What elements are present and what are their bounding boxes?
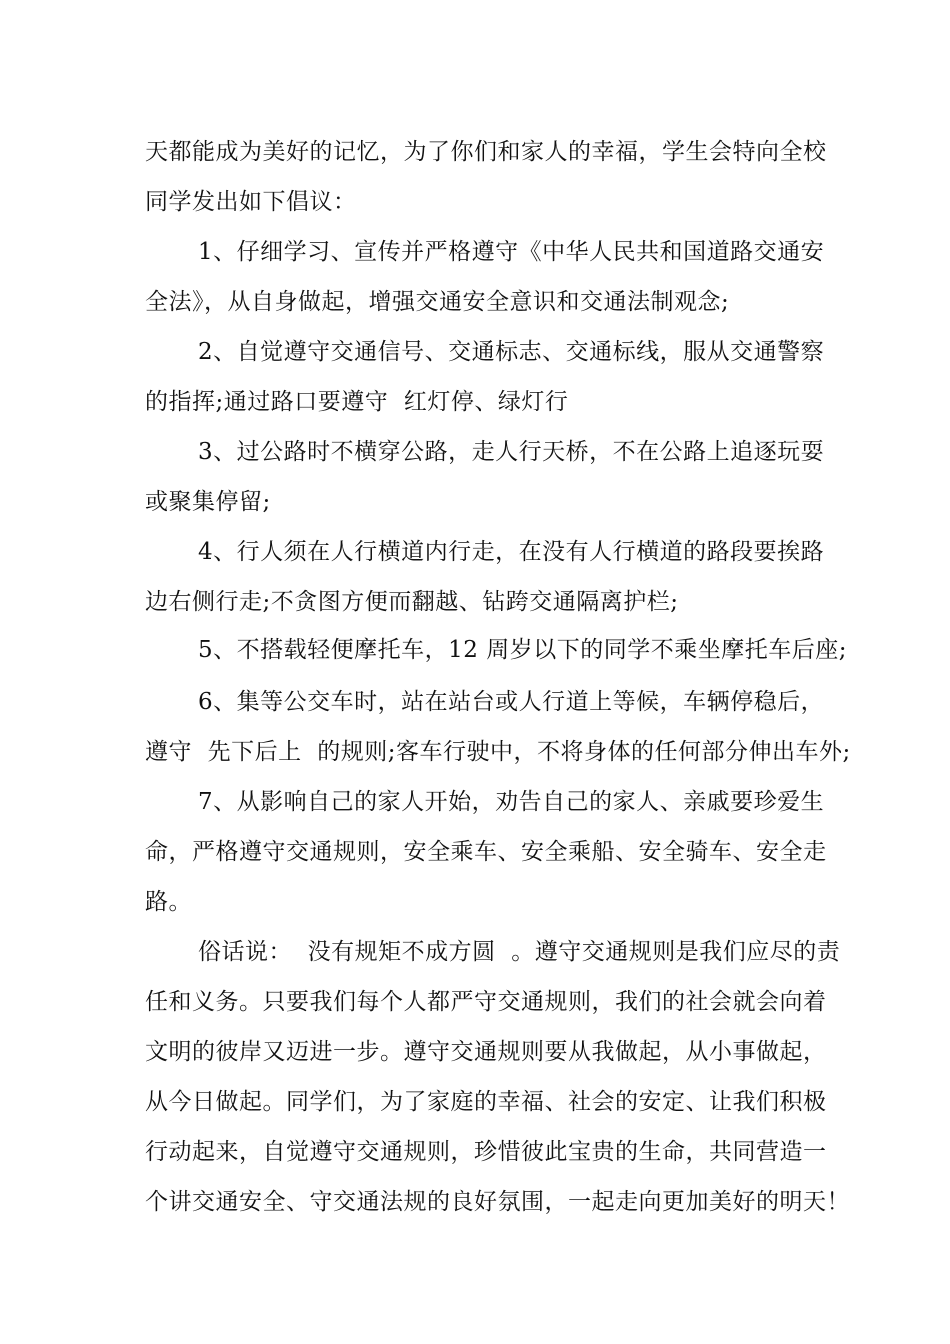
list-item-7-start <box>0 787 950 817</box>
text-line-content: 文明的彼岸又迈进一步。遵守交通规则要从我做起，从小事做起， <box>145 1039 827 1065</box>
list-item-3-start <box>0 437 950 467</box>
text-line <box>0 837 950 867</box>
text-line <box>0 887 950 917</box>
text-line-content: 同学发出如下倡议： <box>145 189 357 215</box>
text-line-content: 个讲交通安全、守交通法规的良好氛围，一起走向更加美好的明天！ <box>145 1189 850 1215</box>
text-line-content: 的指挥;通过路口要遵守 红灯停、绿灯行 <box>145 389 569 415</box>
text-line <box>0 987 950 1017</box>
text-line-content: 俗话说： 没有规矩不成方圆 。遵守交通规则是我们应尽的责 <box>198 939 841 965</box>
text-line <box>0 1137 950 1167</box>
text-line-content: 6、集等公交车时，站在站台或人行道上等候，车辆停稳后， <box>198 689 825 715</box>
text-line <box>0 1087 950 1117</box>
list-item-5-start <box>0 635 950 665</box>
text-line-content: 2、自觉遵守交通信号、交通标志、交通标线，服从交通警察 <box>198 339 825 365</box>
list-item-1-start <box>0 237 950 267</box>
paragraph-start <box>0 937 950 967</box>
text-line <box>0 187 950 217</box>
text-line-content: 任和义务。只要我们每个人都严守交通规则，我们的社会就会向着 <box>145 989 827 1015</box>
text-line-content: 4、行人须在人行横道内行走，在没有人行横道的路段要挨路 <box>198 539 825 565</box>
text-line-content: 3、过公路时不横穿公路，走人行天桥，不在公路上追逐玩耍 <box>198 439 825 465</box>
text-line-content: 或聚集停留; <box>145 489 271 515</box>
text-line <box>0 737 950 767</box>
list-item-4-start <box>0 537 950 567</box>
text-line-content: 命，严格遵守交通规则，安全乘车、安全乘船、安全骑车、安全走 <box>145 839 827 865</box>
text-line-content: 7、从影响自己的家人开始，劝告自己的家人、亲戚要珍爱生 <box>198 789 825 815</box>
text-line <box>0 487 950 517</box>
text-line <box>0 1037 950 1067</box>
text-line-content: 从今日做起。同学们，为了家庭的幸福、社会的安定、让我们积极 <box>145 1089 827 1115</box>
text-line <box>0 1187 950 1217</box>
list-item-6-start <box>0 687 950 717</box>
text-line-content: 天都能成为美好的记忆，为了你们和家人的幸福，学生会特向全校 <box>145 139 827 165</box>
list-item-2-start <box>0 337 950 367</box>
text-line-content: 边右侧行走;不贪图方便而翻越、钻跨交通隔离护栏; <box>145 589 679 615</box>
text-line-content: 遵守 先下后上 的规则;客车行驶中，不将身体的任何部分伸出车外; <box>145 739 851 765</box>
text-line-content: 行动起来，自觉遵守交通规则，珍惜彼此宝贵的生命，共同营造一 <box>145 1139 827 1165</box>
text-line-content: 1、仔细学习、宣传并严格遵守《中华人民共和国道路交通安 <box>198 239 825 265</box>
text-line <box>0 587 950 617</box>
text-line-content: 全法》，从自身做起，增强交通安全意识和交通法制观念; <box>145 289 730 315</box>
text-line-content: 路。 <box>145 889 192 915</box>
text-line <box>0 137 950 167</box>
text-line <box>0 287 950 317</box>
text-line <box>0 387 950 417</box>
text-line-content: 5、不搭载轻便摩托车，12 周岁以下的同学不乘坐摩托车后座; <box>198 637 847 663</box>
